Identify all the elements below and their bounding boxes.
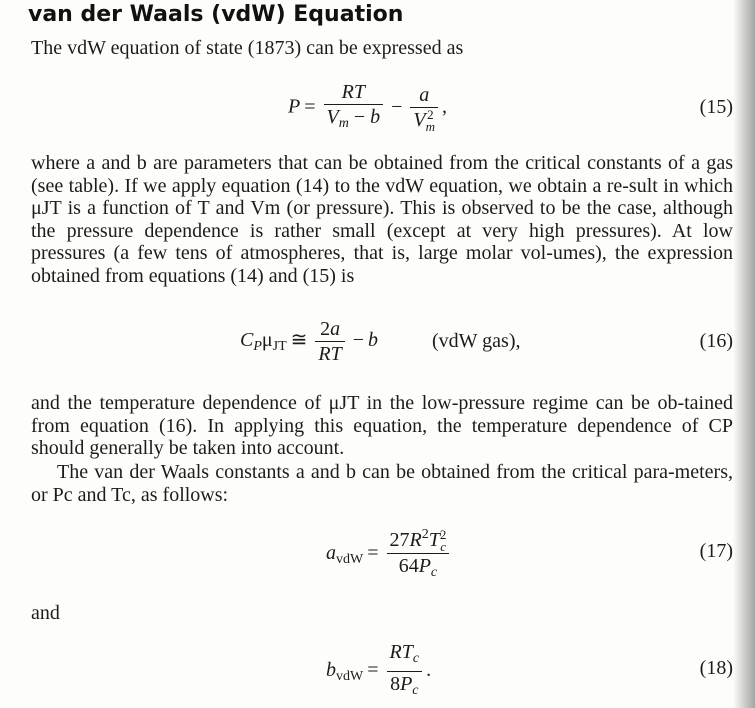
equation-18: $b_{vdW}$ = $\frac{RT_c}{8P_c}$ .: [326, 641, 432, 698]
connector-word: and: [31, 602, 60, 624]
equation-15-number: (15): [699, 96, 733, 118]
equation-16-number: (16): [699, 330, 733, 352]
body-paragraph-2: and the temperature dependence of μJT in the low-pressure regime can be ob-tained from equation (16). In applying this equation, the temperature dependence of CP should generally be taken into account.: [31, 392, 733, 460]
intro-paragraph: The vdW equation of state (1873) can be expressed as: [31, 37, 464, 59]
section-heading: van der Waals (vdW) Equation: [28, 2, 404, 27]
page-binding-shadow: [733, 0, 755, 708]
equation-16-annotation: (vdW gas),: [432, 330, 521, 352]
equation-17-number: (17): [699, 540, 733, 562]
equation-18-number: (18): [699, 657, 733, 679]
equation-17: $a_{vdW}$ = $27R^2T$ 2 c $64P_c$: [326, 523, 453, 585]
equation-15: P = $\frac{RT}{V_m - b}$ − a V 2 m ,: [288, 81, 448, 135]
equation-16: $C_P\mu_{JT}$ ≅ $\frac{2a}{RT}$ − b: [240, 318, 379, 365]
body-paragraph-3: The van der Waals constants a and b can be obtained from the critical para-meters, or Pc and Tc, as follows:: [31, 461, 733, 506]
body-paragraph-1: where a and b are parameters that can be obtained from the critical constants of a gas (see table). If we apply equation (14) to the vdW equation, we obtain a re-sult in which μJT is a function of T and Vm (or pressure). This is observed to be the case, although the pressure dependence is rather small (except at very high pressures). At low pressures (a few tens of atmospheres, that is, large molar vol-umes), the expression obtained from equations (14) and (15) is: [31, 152, 733, 287]
